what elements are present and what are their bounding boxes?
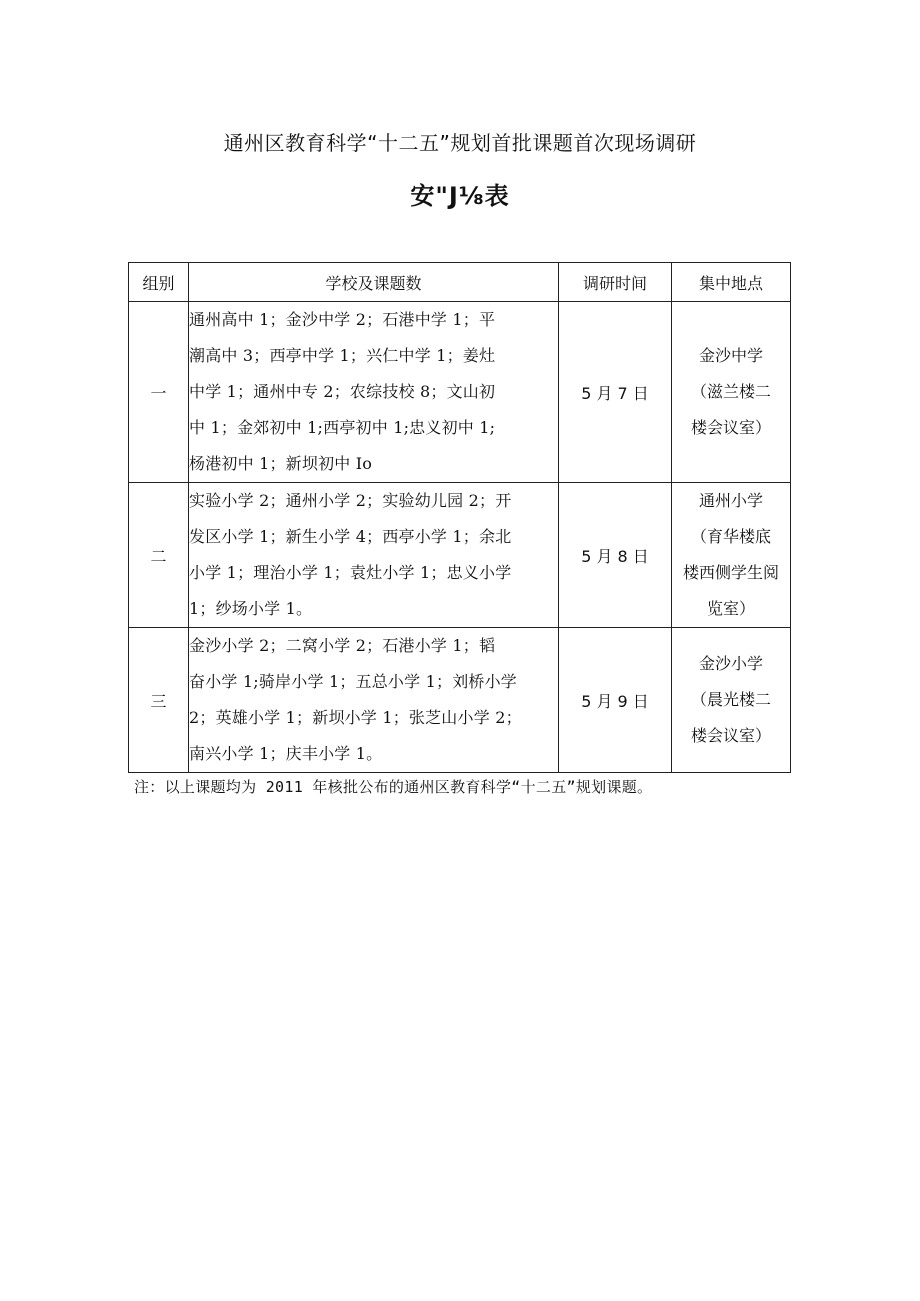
footnote: 注：以上课题均为 2011 年核批公布的通州区教育科学“十二五”规划课题。: [134, 778, 653, 796]
schools-line: 通州高中 1；金沙中学 2；石港中学 1；平: [189, 310, 496, 329]
header-time: 调研时间: [559, 263, 672, 302]
group-cell: 一: [129, 302, 189, 483]
schools-line: 中 1；金郊初中 1;西亭初中 1;忠义初中 1;: [189, 418, 496, 437]
place-line: 楼会议室）: [690, 418, 771, 437]
date-cell: 5 月 9 日: [559, 628, 672, 773]
schools-cell: [189, 628, 559, 773]
schools-line: 潮高中 3；西亭中学 1；兴仁中学 1；姜灶: [189, 346, 496, 365]
table-row: [129, 628, 791, 773]
table-row: [129, 483, 791, 628]
place-line: 金沙中学: [698, 346, 763, 365]
date-cell: 5 月 8 日: [559, 483, 672, 628]
schools-line: 1；纱场小学 1。: [189, 599, 313, 618]
group-cell: 三: [129, 628, 189, 773]
schools-line: 实验小学 2；通州小学 2；实验幼儿园 2；开: [189, 491, 512, 510]
schools-line: 南兴小学 1；庆丰小学 1。: [189, 744, 383, 763]
schools-line: 2；英雄小学 1；新坝小学 1；张芝山小学 2；: [189, 708, 522, 727]
place-line: 览室）: [706, 599, 755, 618]
schools-line: 杨港初中 1；新坝初中 Io: [189, 454, 373, 473]
schools-line: 发区小学 1；新生小学 4；西亭小学 1；余北: [189, 527, 512, 546]
place-cell: [672, 302, 791, 483]
schools-cell: [189, 483, 559, 628]
place-line: 楼西侧学生阅: [682, 563, 779, 582]
place-cell: [672, 628, 791, 773]
document-title: 通州区教育科学“十二五”规划首批课题首次现场调研: [223, 131, 697, 155]
place-line: 金沙小学: [698, 654, 763, 673]
schools-line: 奋小学 1;骑岸小学 1；五总小学 1；刘桥小学: [189, 672, 517, 691]
schools-line: 中学 1；通州中专 2；农综技校 8；文山初: [189, 382, 496, 401]
place-line: （滋兰楼二: [690, 382, 771, 401]
survey-schedule-table: [128, 262, 791, 773]
place-line: 楼会议室）: [690, 726, 771, 745]
place-line: （育华楼底: [690, 527, 771, 546]
header-schools: 学校及课题数: [189, 263, 559, 302]
schools-cell: [189, 302, 559, 483]
header-place: 集中地点: [672, 263, 791, 302]
table-row: [129, 302, 791, 483]
date-cell: 5 月 7 日: [559, 302, 672, 483]
place-cell: [672, 483, 791, 628]
place-line: 通州小学: [698, 491, 763, 510]
document-subtitle: 安"J⅛表: [410, 182, 510, 210]
group-cell: 二: [129, 483, 189, 628]
table-header-row: [129, 263, 791, 302]
schools-line: 小学 1；理治小学 1；袁灶小学 1；忠义小学: [189, 563, 512, 582]
place-line: （晨光楼二: [690, 690, 771, 709]
schools-line: 金沙小学 2；二窝小学 2；石港小学 1；韬: [189, 636, 496, 655]
header-group: 组别: [129, 263, 189, 302]
